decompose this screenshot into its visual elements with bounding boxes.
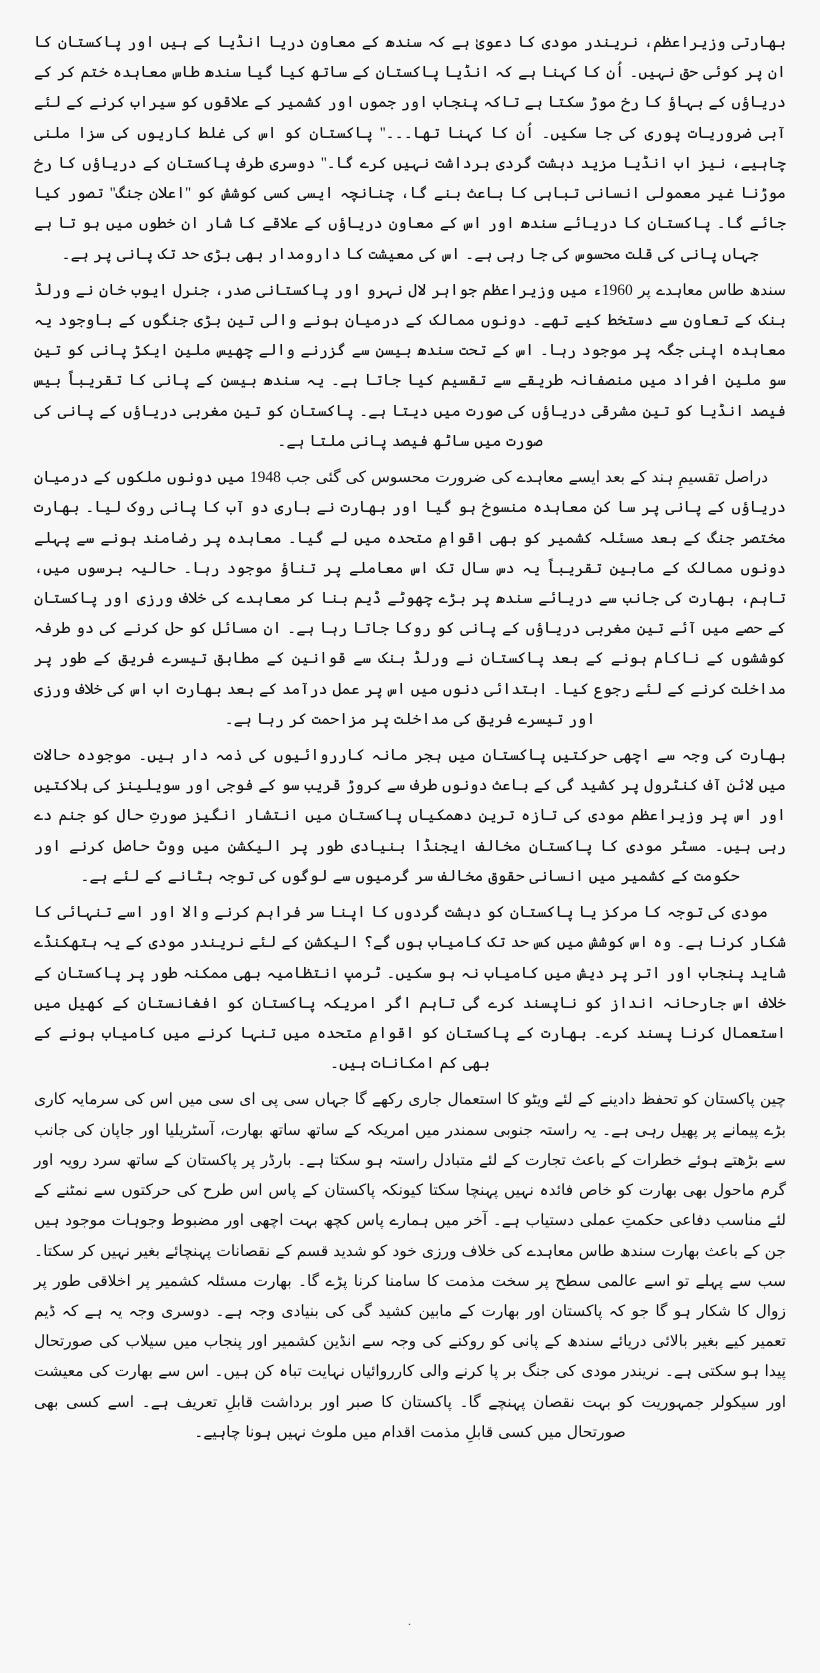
paragraph-5: مودی کی توجہ کا مرکز یا پاکستان کو دہشت گردوں کا اپنا سر فراہم کرنے والا اور اسے تنہائی کا شکار کرنا ہے۔ وہ اس کوشش میں کس حد تک کامیاب ہوں گے؟ الیکشن کے لئے نریندر مودی کے یہ ہتھکنڈے شاید پنجاب اور اتر پر دیش میں کامیاب نہ ہو سکیں۔ ٹرمپ انتظامیہ بھی ممکنہ طور پر پاکستان کے خلاف اس جارحانہ انداز کو ناپسند کرے گی تاہم اگر امریکہ پاکستان کو افغانستان کے کھیل میں استعمال کرنا پسند کرے۔ بھارت کے پاکستان کو اقوامِ متحدہ میں تنہا کرنے میں کامیاب ہونے کے بھی کم امکانات ہیں۔ bbox=[34, 904, 786, 1073]
paragraph-2: سندھ طاس معاہدے پر 1960ء میں وزیراعظم جواہر لال نہرو اور پاکستانی صدر، جنرل ایوب خان نے ورلڈ بنک کے تعاون سے دستخط کیے تھے۔ دونوں ممالک کے درمیان ہونے والی تین بڑی جنگوں کے باوجود یہ معاہدہ اپنی جگہ پر موجود رہا۔ اس کے تحت سندھ بیسن سے گزرنے والے چھیس ملین ایکڑ پانی کو تین سو ملین افراد میں منصفانہ طریقے سے تقسیم کیا جاتا ہے۔ یہ سندھ بیسن کے پانی کا تقریباً بیس فیصد انڈیا کو تین مشرقی دریاؤں کی صورت میں دیتا ہے۔ پاکستان کو تین مغربی دریاؤں کے پانی کی صورت میں ساٹھ فیصد پانی ملتا ہے۔ bbox=[34, 281, 786, 450]
article-body bbox=[34, 28, 786, 1448]
paragraph-4: بھارت کی وجہ سے اچھی حرکتیں پاکستان میں ہجر مانہ کارروائیوں کی ذمہ دار ہیں۔ موجودہ حالات میں لائن آف کنٹرول پر کشید گی کے باعث دونوں طرف سے کروڑ قریب سو کے فوجی اور سویلینز کی ہلاکتیں اور اس پر وزیراعظم مودی کی تازہ ترین دھمکیاں پاکستان میں انتشار انگیز صورتِ حال کو جنم دے رہی ہیں۔ مسٹر مودی کا پاکستان مخالف ایجنڈا بنیادی طور پر الیکشن میں ووٹ حاصل کرنے اور حکومت کے کشمیر میں انسانی حقوق مخالف سر گرمیوں سے لوگوں کی توجہ ہٹانے کے لئے ہے۔ bbox=[34, 747, 786, 885]
paragraph-1: بھارتی وزیراعظم، نریندر مودی کا دعویٰ ہے کہ سندھ کے معاون دریا انڈیا کے ہیں اور پاکستان کا ان پر کوئی حق نہیں۔ اُن کا کہنا ہے کہ انڈیا پاکستان کے ساتھ کیا گیا سندھ طاس معاہدہ ختم کر کے دریاؤں کے بہاؤ کا رخ موڑ سکتا ہے تاکہ پنجاب اور جموں اور کشمیر کے علاقوں کو سیراب کرنے کے لئے آبی ضروریات پوری کی جا سکیں۔ اُن کا کہنا تھا۔۔۔'' پاکستان کو اس کی غلط کاریوں کی سزا ملنی چاہیے، نیز اب انڈیا مزید دہشت گردی برداشت نہیں کرے گا۔'' دوسری طرف پاکستان کے دریاؤں کا رخ موڑنا غیر معمولی انسانی تباہی کا باعث بنے گا، چنانچہ ایسی کسی کوشش کو ''اعلانِ جنگ'' تصور کیا جائے گا۔ پاکستان کا دریائے سندھ اور اس کے معاون دریاؤں کے علاقے کا شار ان خطوں میں ہو تا ہے جہاں پانی کی قلت محسوس کی جا رہی ہے۔ اس کی معیشت کا دارومدار بھی بڑی حد تک پانی پر ہے۔ bbox=[34, 34, 786, 263]
footer-mark: . bbox=[408, 1614, 412, 1628]
paragraph-6: چین پاکستان کو تحفظ دادینے کے لئے ویٹو کا استعمال جاری رکھے گا جہاں سی پی ای سی میں اس کی سرمایہ کاری بڑے پیمانے پر پھیل رہی ہے۔ یہ راستہ جنوبی سمندر میں امریکہ کے ساتھ ساتھ بھارت، آسٹریلیا اور جاپان کی جانب سے بڑھتے ہوئے خطرات کے باعث تجارت کے لئے متبادل راستہ ہو سکتا ہے۔ بارڈر پر پاکستان کے ساتھ سرد رویہ اور گرم ماحول بھی بھارت کو خاص فائدہ نہیں پہنچا سکتا کیونکہ پاکستان کے پاس اس طرح کی حرکتوں سے نمٹنے کے لئے مناسب دفاعی حکمتِ عملی دستیاب ہے۔ آخر میں ہمارے پاس کچھ بہت اچھی اور مضبوط وجوہات موجود ہیں جن کے باعث بھارت سندھ طاس معاہدے کی خلاف ورزی خود کو شدید قسم کے نقصانات پہنچائے بغیر نہیں کر سکتا۔ سب سے پہلے تو اسے عالمی سطح پر سخت مذمت کا سامنا کرنا پڑے گا۔ بھارت مسئلہ کشمیر پر اخلاقی طور پر زوال کا شکار ہو گا جو کہ پاکستان اور بھارت کے مابین کشید گی کی بنیادی وجہ ہے۔ دوسری وجہ یہ ہے کہ ڈیم تعمیر کیے بغیر بالائی دریائے سندھ کے پانی کو روکنے کی وجہ سے انڈین کشمیر اور پنجاب میں سیلاب کی صورتحال پیدا ہو سکتی ہے۔ نریندر مودی کی جنگ بر پا کرنے والی کارروائیاں نہایت تباہ کن ہیں۔ اس سے بھارت کی معیشت اور سیکولر جمہوریت کو بہت نقصان پہنچے گا۔ پاکستان کا صبر اور برداشت قابلِ تعریف ہے۔ اسے کسی بھی صورتحال میں کسی قابلِ مذمت اقدام میں ملوث نہیں ہونا چاہیے۔ bbox=[34, 1091, 786, 1441]
paragraph-3: دراصل تقسیمِ ہند کے بعد ایسے معاہدے کی ضرورت محسوس کی گئی جب 1948 میں دونوں ملکوں کے درمیان دریاؤں کے پانی پر سا کن معاہدہ منسوخ ہو گیا اور بھارت نے باری دو آب کا پانی روک لیا۔ بھارت مختصر جنگ کے بعد مسئلہ کشمیر کو بھی اقوامِ متحدہ میں لے گیا۔ معاہدہ پر رضامند ہونے سے پہلے دونوں ممالک کے مابین تقریباً یہ دس سال تک اس معاملے پر تناؤ موجود رہا۔ حالیہ برسوں میں، تاہم، بھارت کی جانب سے دریائے سندھ پر بڑے چھوٹے ڈیم بنا کر معاہدے کی خلاف ورزی اور پاکستان کے حصے میں آئے تین مغربی دریاؤں کے پانی کو روکا جاتا رہا ہے۔ ان مسائل کو حل کرنے کی دو طرفہ کوششوں کے ناکام ہونے کے بعد پاکستان نے ورلڈ بنک سے قوانین کے مطابق تیسرے فریق کے طور پر مداخلت کرنے کے لئے رجوع کیا۔ ابتدائی دنوں میں اس پر عمل درآمد کے بعد بھارت اب اس کی خلاف ورزی اور تیسرے فریق کی مداخلت پر مزاحمت کر رہا ہے۔ bbox=[34, 469, 786, 728]
